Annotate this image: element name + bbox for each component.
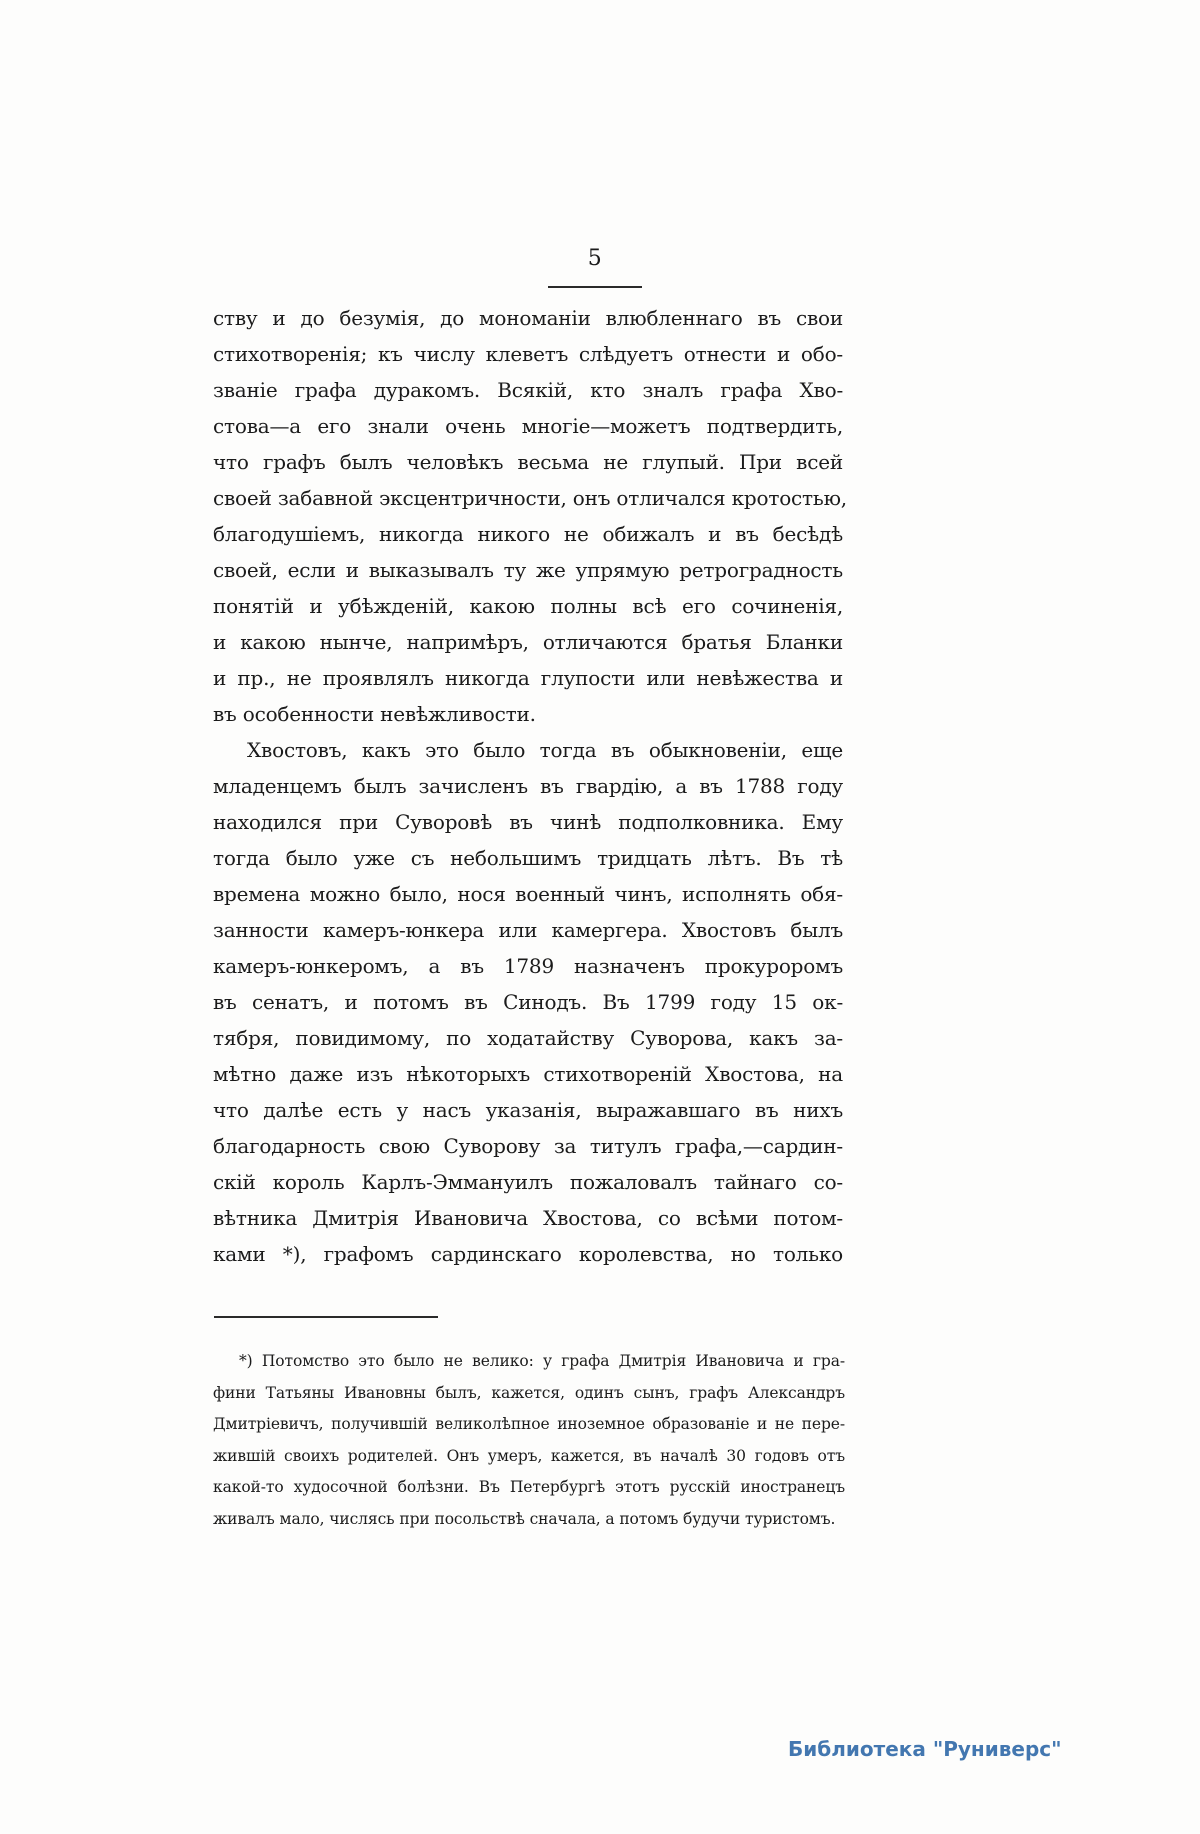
page-header bbox=[545, 246, 645, 288]
footnote-line: *) Потомство это было не велико: у графа Дмитрія Ивановича и гра- bbox=[239, 1352, 845, 1370]
text-line: благодарность свою Суворову за титулъ графа,—сардин- bbox=[213, 1134, 843, 1158]
text-line: своей, если и выказывалъ ту же упрямую ретроградность bbox=[213, 558, 843, 582]
text-line: стихотворенія; къ числу клеветъ слѣдуетъ отнести и обо- bbox=[213, 342, 843, 366]
text-line: и какою нынче, напримѣръ, отличаются братья Бланки bbox=[213, 630, 843, 654]
text-line: понятій и убѣжденій, какою полны всѣ его сочиненія, bbox=[213, 594, 843, 618]
text-line: занности камеръ-юнкера или камергера. Хвостовъ былъ bbox=[213, 918, 843, 942]
text-line: своей забавной эксцентричности, онъ отличался кротостью, bbox=[213, 486, 847, 510]
body-text bbox=[213, 300, 847, 1272]
page-number: 5 bbox=[587, 246, 603, 271]
text-line: благодушіемъ, никогда никого не обижалъ и въ бесѣдѣ bbox=[213, 522, 843, 546]
text-line: камеръ-юнкеромъ, а въ 1789 назначенъ прокуроромъ bbox=[213, 954, 843, 978]
text-line: мѣтно даже изъ нѣкоторыхъ стихотвореній Хвостова, на bbox=[213, 1062, 843, 1086]
text-line: ству и до безумія, до мономаніи влюбленнаго въ свои bbox=[213, 306, 843, 330]
text-line: и пр., не проявлялъ никогда глупости или невѣжества и bbox=[213, 666, 843, 690]
page-number-rule bbox=[548, 286, 642, 288]
text-line: что графъ былъ человѣкъ весьма не глупый. При всей bbox=[213, 450, 843, 474]
footnote bbox=[213, 1346, 845, 1535]
text-line: тября, повидимому, по ходатайству Суворова, какъ за- bbox=[213, 1026, 843, 1050]
text-line: находился при Суворовѣ въ чинѣ подполковника. Ему bbox=[213, 810, 843, 834]
library-watermark: Библиотека "Руниверс" bbox=[788, 1737, 1062, 1761]
text-line: младенцемъ былъ зачисленъ въ гвардію, а въ 1788 году bbox=[213, 774, 843, 798]
text-line: тогда было уже съ небольшимъ тридцать лѣтъ. Въ тѣ bbox=[213, 846, 843, 870]
footnote-rule bbox=[214, 1316, 438, 1318]
text-line: Хвостовъ, какъ это было тогда въ обыкновеніи, еще bbox=[247, 738, 843, 762]
text-line: времена можно было, нося военный чинъ, исполнять обя- bbox=[213, 882, 843, 906]
text-line: въ сенатъ, и потомъ въ Синодъ. Въ 1799 году 15 ок- bbox=[213, 990, 843, 1014]
text-line: что далѣе есть у насъ указанія, выражавшаго въ нихъ bbox=[213, 1098, 843, 1122]
footnote-line: жившій своихъ родителей. Онъ умеръ, кажется, въ началѣ 30 годовъ отъ bbox=[213, 1446, 845, 1465]
text-line: въ особенности невѣжливости. bbox=[213, 702, 536, 726]
text-line: вѣтника Дмитрія Ивановича Хвостова, со всѣми потом- bbox=[213, 1206, 843, 1230]
footnote-line: живалъ мало, числясь при посольствѣ сначала, а потомъ будучи туристомъ. bbox=[213, 1509, 836, 1528]
text-line: стова—а его знали очень многіе—можетъ подтвердить, bbox=[213, 414, 843, 438]
text-line: званіе графа дуракомъ. Всякій, кто зналъ графа Хво- bbox=[213, 378, 843, 402]
footnote-line: какой-то худосочной болѣзни. Въ Петербургѣ этотъ русскій иностранецъ bbox=[213, 1478, 845, 1496]
footnote-line: Дмитріевичъ, получившій великолѣпное иноземное образованіе и не пере- bbox=[213, 1415, 845, 1433]
text-line: скій король Карлъ-Эммануилъ пожаловалъ тайнаго со- bbox=[213, 1170, 843, 1194]
footnote-line: фини Татьяны Ивановны былъ, кажется, одинъ сынъ, графъ Александръ bbox=[213, 1383, 845, 1402]
text-line: ками *), графомъ сардинскаго королевства, но только bbox=[213, 1242, 843, 1266]
